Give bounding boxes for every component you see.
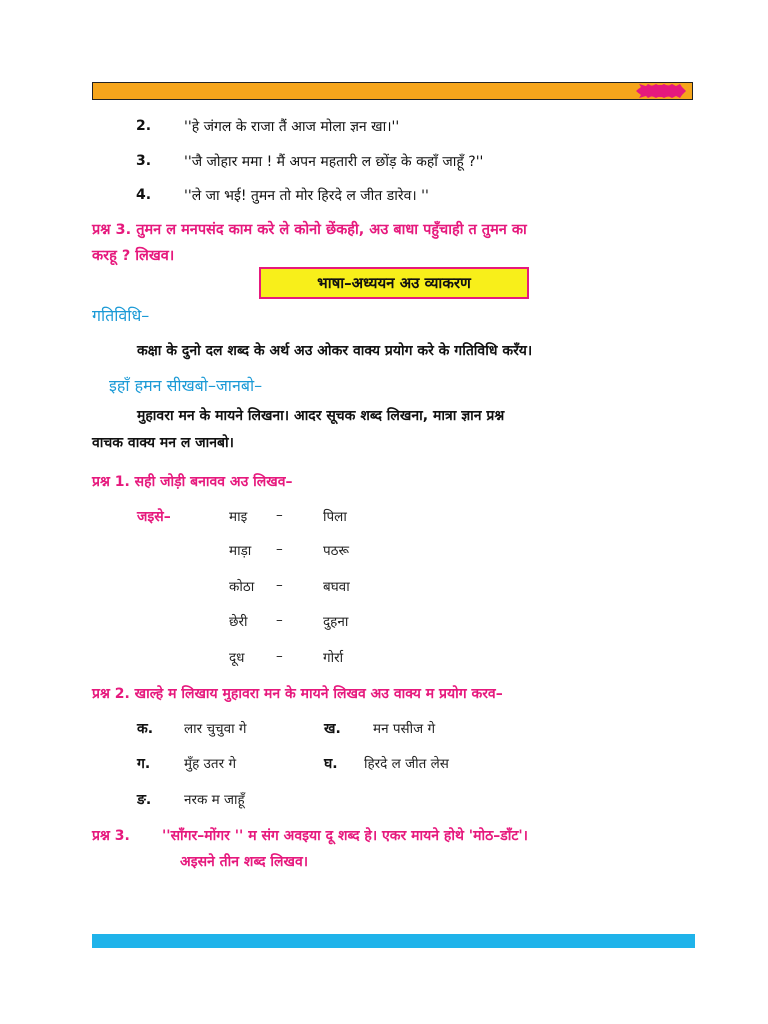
starburst-icon [636,84,686,98]
section-title-box [259,267,529,299]
pair-right: दुहना [323,614,349,630]
activity-text: कक्षा के दुनो दल शब्द के अर्थ अउ ओकर वाक्य प्रयोग करे के गतिविधि करँय। [137,343,533,359]
pair-left: माइ [229,509,248,525]
pair-left: छेरी [229,614,248,630]
pair-right: बघवा [323,579,350,595]
idiom-label: ङ. [137,792,152,808]
header-bar [92,82,693,100]
question-3-bottom-line2: अइसने तीन शब्द लिखव। [180,854,309,870]
pair-left: माड़ा [229,543,252,559]
pair-dash: – [276,612,283,628]
idiom-text: मुँह उतर गे [184,756,237,772]
pair-dash: – [276,648,283,664]
quote-number: 4. [136,187,152,203]
pair-right: पठरू [323,543,350,559]
quote-text: ''ले जा भई! तुमन तो मोर हिरदे ल जीत डारेव। '' [184,188,429,204]
pair-right: पिला [323,509,347,525]
pair-dash: – [276,541,283,557]
question-1: प्रश्न 1. सही जोड़ी बनावव अउ लिखव– [92,474,293,490]
idiom-text: लार चुचुवा गे [184,721,247,737]
quote-text: ''जै जोहार ममा ! मैं अपन महतारी ल छोंड़ के कहाँ जाहूँ ?'' [184,154,484,170]
example-label: जइसे– [137,509,171,525]
idiom-label: ख. [324,721,341,737]
learn-heading: इहाँ हमन सीखबो–जानबो– [109,376,263,395]
idiom-label: घ. [324,756,338,772]
question-3-line1: प्रश्न 3. तुमन ल मनपसंद काम करे ले कोनो छेंकही, अउ बाधा पहुँचाही त तुमन का [92,222,527,238]
question-3-bottom-label: प्रश्न 3. [92,828,130,844]
learn-text-line2: वाचक वाक्य मन ल जानबो। [92,435,234,451]
pair-dash: – [276,577,283,593]
idiom-label: ग. [137,756,151,772]
section-title: भाषा–अध्ययन अउ व्याकरण [317,274,471,292]
pair-right: गोर्रा [323,650,344,666]
footer-bar [92,934,695,948]
idiom-label: क. [137,721,154,737]
question-2: प्रश्न 2. खाल्हे म लिखाय मुहावरा मन के मायने लिखव अउ वाक्य म प्रयोग करव– [92,686,503,702]
quote-number: 3. [136,153,152,169]
question-3-line2: करहू ? लिखव। [92,248,175,264]
idiom-text: नरक म जाहूँ [184,792,245,808]
quote-number: 2. [136,118,152,134]
learn-text-line1: मुहावरा मन के मायने लिखना। आदर सूचक शब्द लिखना, मात्रा ज्ञान प्रश्न [137,408,505,424]
idiom-text: हिरदे ल जीत लेस [364,756,449,772]
quote-text: ''हे जंगल के राजा तैं आज मोला ज्ञन खा।'' [184,119,400,135]
pair-left: दूध [229,650,245,666]
activity-heading: गतिविधि– [92,306,150,325]
pair-left: कोठा [229,579,255,595]
question-3-bottom-line1: ''साँगर–मोंगर '' म संग अवइया दू शब्द हे। एकर मायने होथे 'मोठ–डाँट'। [162,828,528,844]
pair-dash: – [276,507,283,523]
idiom-text: मन पसीज गे [373,721,436,737]
